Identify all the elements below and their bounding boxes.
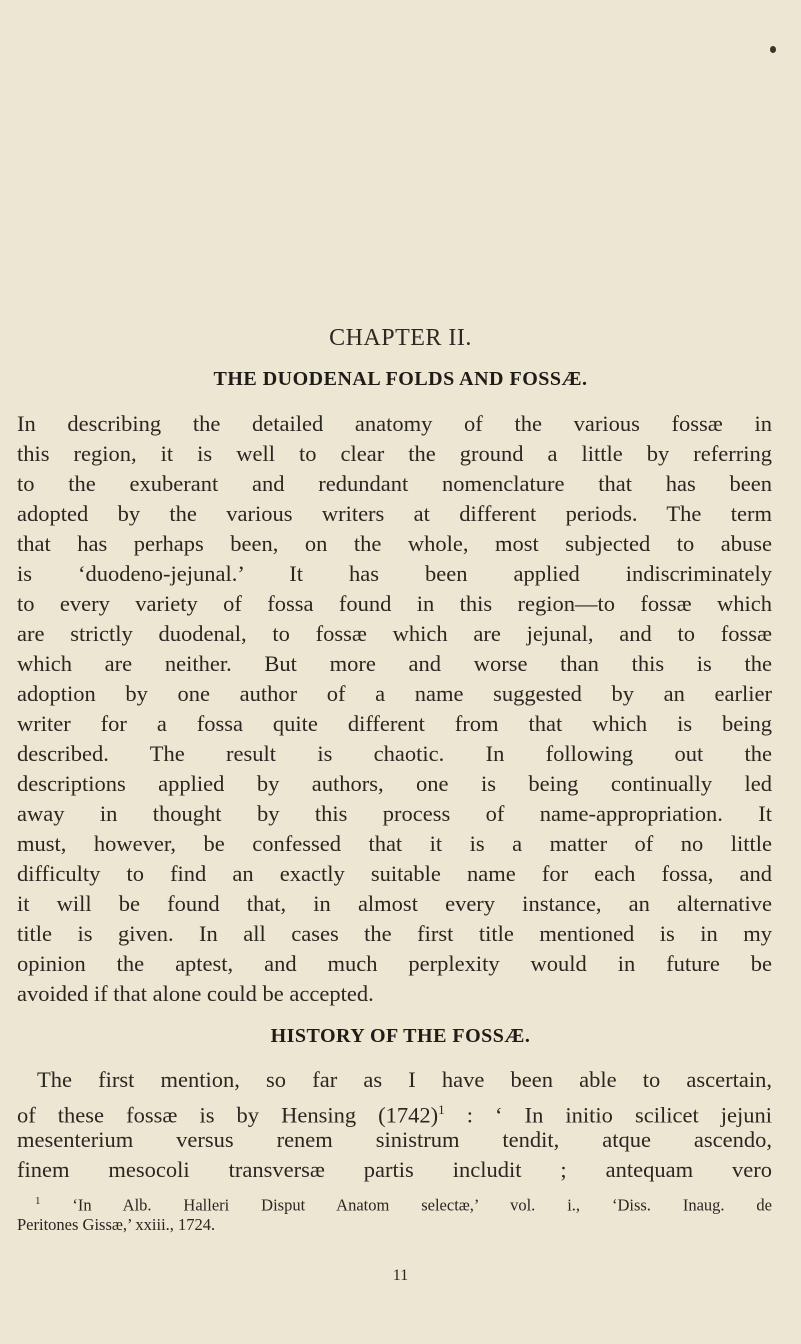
footnote-line: $^1$ ‘In Alb. Halleri Disput Anatom selectæ,’ vol. i., ‘Diss. Inaug. de <box>17 1190 772 1217</box>
drop-word: In <box>17 411 36 436</box>
paragraph-line: to every variety of fossa found in this region—to fossæ which <box>17 591 772 616</box>
paragraph-line: title is given. In all cases the first title mentioned is in my <box>17 921 772 946</box>
paragraph-line: this region, it is well to clear the ground a little by referring <box>17 441 772 466</box>
paragraph-line: The first mention, so far as I have been able to ascertain, <box>37 1067 772 1092</box>
section-heading: HISTORY OF THE FOSSÆ. <box>270 1025 531 1047</box>
paragraph-line: adopted by the various writers at different periods. The term <box>17 501 772 526</box>
footnote-marker: 1 <box>35 1195 41 1207</box>
chapter-title: THE DUODENAL FOLDS AND FOSSÆ. <box>213 368 588 390</box>
paragraph-line: is ‘duodeno-jejunal.’ It has been applied indiscriminately <box>17 561 772 586</box>
page-number: 11 <box>392 1267 409 1284</box>
paragraph-line: described. The result is chaotic. In following out the <box>17 741 772 766</box>
paragraph-line: to the exuberant and redundant nomenclature that has been <box>17 471 772 496</box>
paragraph-line: finem mesocoli transversæ partis includit ; antequam vero <box>17 1157 772 1182</box>
paragraph-line: avoided if that alone could be accepted. <box>17 981 374 1006</box>
paragraph-line: writer for a fossa quite different from that which is being <box>17 711 772 736</box>
footnote-reference: 1 <box>438 1102 445 1117</box>
paragraph-line: are strictly duodenal, to fossæ which are jejunal, and to fossæ <box>17 621 772 646</box>
paragraph-line: of these fossæ is by Hensing $(1742)^1$ : ‘ In initio scilicet jejuni <box>17 1102 772 1128</box>
chapter-heading: CHAPTER II. <box>329 325 472 351</box>
paragraph-line: adoption by one author of a name suggested by an earlier <box>17 681 772 706</box>
paragraph-line: it will be found that, in almost every instance, an alternative <box>17 891 772 916</box>
paragraph-line: must, however, be confessed that it is a matter of no little <box>17 831 772 856</box>
paragraph-line: difficulty to find an exactly suitable name for each fossa, and <box>17 861 772 886</box>
footnote-line: Peritones Gissæ,’ xxiii., 1724. <box>17 1215 216 1234</box>
paragraph-line: descriptions applied by authors, one is being continually led <box>17 771 772 796</box>
ink-speck <box>770 46 776 53</box>
paragraph-line: In describing the detailed anatomy of the various fossæ in <box>17 411 772 436</box>
paragraph-line: that has perhaps been, on the whole, most subjected to abuse <box>17 531 772 556</box>
paragraph-line: mesenterium versus renem sinistrum tendit, atque ascendo, <box>17 1127 772 1152</box>
paragraph-line: away in thought by this process of name-appropriation. It <box>17 801 772 826</box>
paragraph-line: opinion the aptest, and much perplexity would in future be <box>17 951 772 976</box>
paragraph-line: which are neither. But more and worse than this is the <box>17 651 772 676</box>
